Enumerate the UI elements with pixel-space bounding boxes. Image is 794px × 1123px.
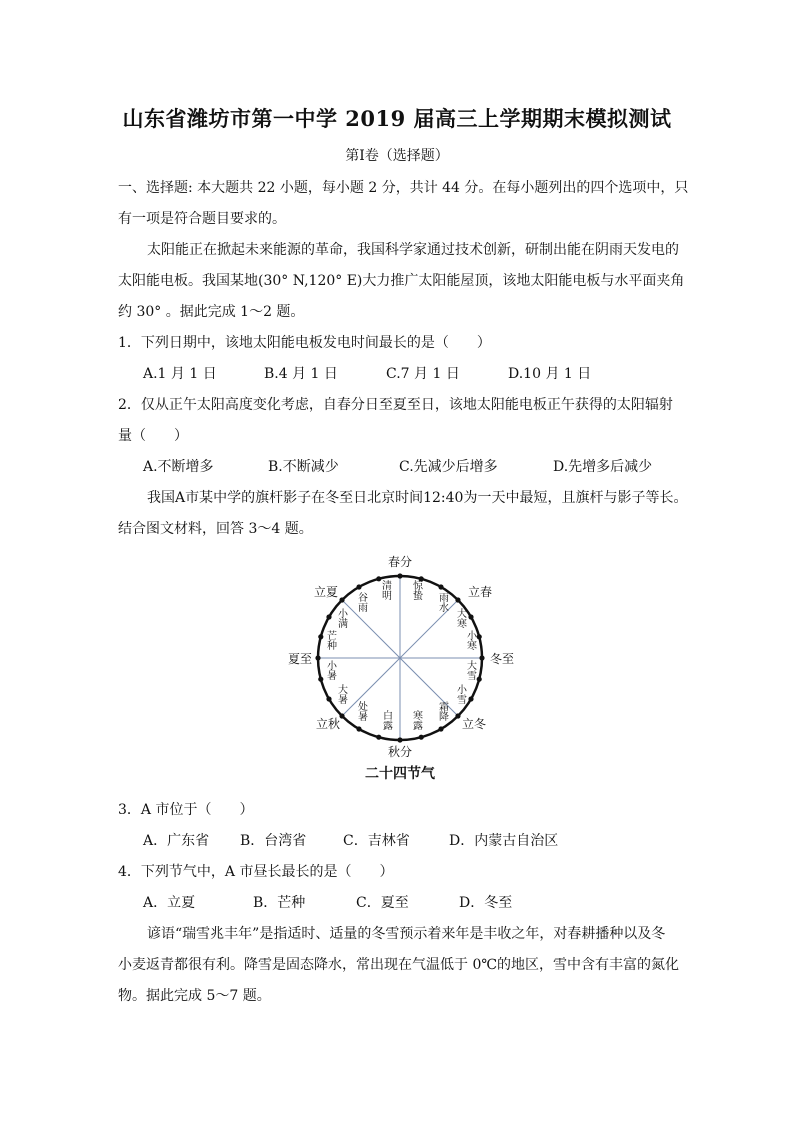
passage1-line-2: 太阳能电板。我国某地(30° N,120° E)大力推广太阳能屋顶，该地太阳能电板与水平面夹角 bbox=[118, 273, 685, 289]
tick-dot bbox=[356, 726, 361, 731]
instructions-line-2: 有一项是符合题目要求的。 bbox=[118, 211, 286, 227]
label-hanlu: 寒露 bbox=[410, 710, 422, 730]
q3-option-b[interactable]: B．台湾省 bbox=[240, 833, 307, 849]
q3-option-a[interactable]: A．广东省 bbox=[143, 833, 210, 849]
label-dashu: 大暑 bbox=[335, 684, 347, 704]
tick-dot bbox=[356, 584, 361, 589]
tick-dot bbox=[479, 655, 484, 660]
q2-option-b[interactable]: B.不断减少 bbox=[268, 459, 339, 475]
question-2-stem-line-1: 2．仅从正午太阳高度变化考虑，自春分日至夏至日，该地太阳能电板正午获得的太阳辐射 bbox=[118, 397, 673, 413]
tick-dot bbox=[468, 696, 473, 701]
instructions-line-1: 一、选择题: 本大题共 22 小题，每小题 2 分，共计 44 分。在每小题列出的四个选项中，只 bbox=[118, 180, 689, 196]
section-subtitle: 第Ⅰ卷（选择题） bbox=[345, 148, 449, 164]
q4-option-a[interactable]: A．立夏 bbox=[143, 895, 196, 911]
q2-option-d[interactable]: D.先增多后减少 bbox=[553, 459, 653, 475]
label-mangzhong: 芒种 bbox=[324, 630, 336, 650]
tick-dot bbox=[318, 634, 323, 639]
tick-dot bbox=[477, 677, 482, 682]
passage3-line-1: 谚语“瑞雪兆丰年”是指适时、适量的冬雪预示着来年是丰收之年，对春耕播种以及冬 bbox=[147, 926, 666, 942]
tick-dot bbox=[397, 737, 402, 742]
tick-dot bbox=[455, 597, 460, 602]
passage1-line-1: 太阳能正在掀起未来能源的革命，我国科学家通过技术创新，研制出能在阴雨天发电的 bbox=[147, 242, 679, 258]
tick-dot bbox=[419, 735, 424, 740]
diagram-caption: 二十四节气 bbox=[365, 766, 435, 782]
tick-dot bbox=[438, 726, 443, 731]
label-bailu: 白露 bbox=[380, 710, 392, 730]
passage2-line-1: 我国A市某中学的旗杆影子在冬至日北京时间12:40为一天中最短，且旗杆与影子等长。 bbox=[147, 490, 688, 506]
label-chushu: 处暑 bbox=[355, 701, 367, 721]
q1-option-c[interactable]: C.7 月 1 日 bbox=[386, 366, 460, 382]
label-lidong: 立冬 bbox=[461, 717, 487, 731]
label-xiaohan: 小寒 bbox=[464, 630, 476, 650]
q3-option-d[interactable]: D．内蒙古自治区 bbox=[449, 833, 559, 849]
page-title: 山东省潍坊市第一中学 2019 届高三上学期期末模拟测试 bbox=[122, 106, 672, 131]
q1-option-b[interactable]: B.4 月 1 日 bbox=[264, 366, 338, 382]
passage1-line-3: 约 30° 。据此完成 1～2 题。 bbox=[118, 304, 305, 320]
label-yushui: 雨水 bbox=[436, 592, 448, 612]
q1-option-d[interactable]: D.10 月 1 日 bbox=[508, 366, 592, 382]
tick-dot bbox=[455, 713, 460, 718]
label-xiaoshu: 小暑 bbox=[324, 660, 336, 680]
question-4-stem: 4．下列节气中，A 市昼长最长的是（ ） bbox=[118, 864, 394, 880]
tick-dot bbox=[468, 614, 473, 619]
q4-option-c[interactable]: C．夏至 bbox=[356, 895, 409, 911]
tick-dot bbox=[477, 634, 482, 639]
tick-dot bbox=[339, 713, 344, 718]
label-liqiu: 立秋 bbox=[315, 717, 341, 731]
q4-option-d[interactable]: D．冬至 bbox=[459, 895, 513, 911]
tick-dot bbox=[376, 735, 381, 740]
label-xiaoxue: 小雪 bbox=[454, 684, 466, 704]
label-qiufen: 秋分 bbox=[387, 745, 413, 759]
tick-dot bbox=[315, 655, 320, 660]
passage3-line-3: 物。据此完成 5～7 题。 bbox=[118, 988, 271, 1004]
question-1-stem: 1．下列日期中，该地太阳能电板发电时间最长的是（ ） bbox=[118, 335, 491, 351]
q1-option-a[interactable]: A.1 月 1 日 bbox=[143, 366, 217, 382]
passage2-line-2: 结合图文材料，回答 3～4 题。 bbox=[118, 521, 313, 537]
tick-dot bbox=[438, 584, 443, 589]
label-jingzhe: 惊蛰 bbox=[410, 580, 422, 600]
question-2-stem-line-2: 量（ ） bbox=[118, 428, 188, 444]
q2-option-c[interactable]: C.先减少后增多 bbox=[399, 459, 498, 475]
q4-option-b[interactable]: B．芒种 bbox=[253, 895, 306, 911]
tick-dot bbox=[318, 677, 323, 682]
tick-dot bbox=[339, 597, 344, 602]
question-3-stem: 3．A 市位于（ ） bbox=[118, 802, 254, 818]
label-lichun: 立春 bbox=[467, 585, 493, 599]
label-shuangjiang: 霜降 bbox=[436, 701, 448, 721]
solar-terms-diagram bbox=[270, 548, 530, 788]
q2-option-a[interactable]: A.不断增多 bbox=[143, 459, 214, 475]
label-dongzhi: 冬至 bbox=[489, 652, 515, 666]
passage3-line-2: 小麦返青都很有利。降雪是固态降水，常出现在气温低于 0℃的地区，雪中含有丰富的氮化 bbox=[118, 957, 680, 973]
tick-dot bbox=[397, 573, 402, 578]
label-lixia: 立夏 bbox=[313, 585, 339, 599]
label-xiazhi: 夏至 bbox=[287, 652, 313, 666]
tick-dot bbox=[326, 614, 331, 619]
label-dahan: 大寒 bbox=[454, 608, 466, 628]
label-xiaoman: 小满 bbox=[335, 608, 347, 628]
q3-option-c[interactable]: C．吉林省 bbox=[343, 833, 410, 849]
label-guyu: 谷雨 bbox=[355, 592, 367, 612]
label-chunfen: 春分 bbox=[387, 555, 413, 569]
label-daxue: 大雪 bbox=[464, 660, 476, 680]
tick-dot bbox=[326, 696, 331, 701]
label-qingming: 清明 bbox=[379, 580, 391, 600]
